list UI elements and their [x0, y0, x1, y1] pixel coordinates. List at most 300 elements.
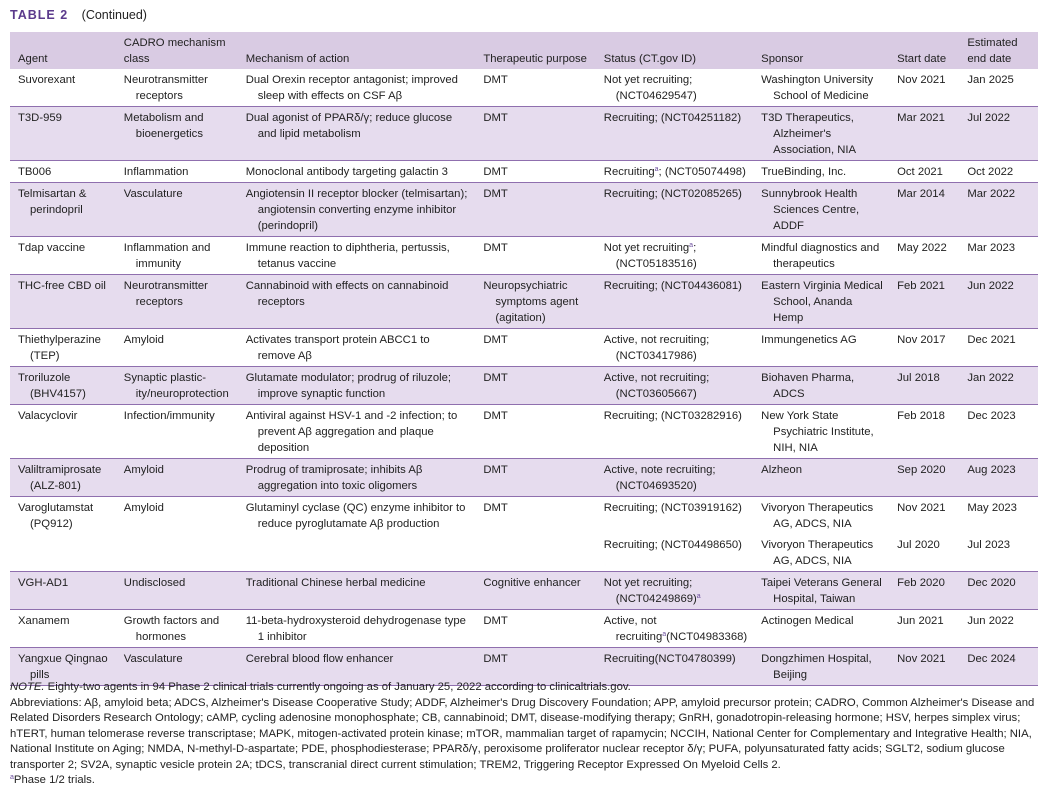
agent-cell-value: Yangxue Qingnao pills	[18, 653, 108, 681]
end-date-cell-value: Dec 2023	[967, 410, 1016, 422]
sponsor-cell-value: Vivoryon Therapeutics AG, ADCS, NIA	[761, 539, 874, 567]
sponsor-cell-text	[761, 651, 883, 683]
mechanism-cell	[238, 534, 476, 572]
footnote-marker: a	[689, 242, 694, 249]
start-date-cell-text	[897, 464, 945, 476]
sponsor-cell-value: Dongzhimen Hospital, Beijing	[761, 653, 872, 681]
end-date-cell-text	[967, 242, 1015, 254]
agent-cell	[10, 161, 116, 183]
purpose-cell	[475, 534, 595, 572]
cadro-class-cell-text	[124, 332, 232, 348]
status-cell-text	[604, 462, 747, 494]
end-date-cell-text	[967, 112, 1010, 124]
mechanism-cell-value: Immune reaction to diphtheria, pertussis, tetanus vaccine	[245, 242, 450, 270]
purpose-cell	[475, 405, 595, 459]
footnote-line	[10, 773, 1040, 789]
status-cell-text	[604, 240, 747, 272]
table-row	[10, 459, 1038, 497]
agent-cell	[10, 329, 116, 367]
end-date-cell-value: Mar 2022	[967, 188, 1016, 200]
end-date-cell-text	[967, 372, 1013, 384]
mechanism-cell	[238, 183, 476, 237]
purpose-cell-text	[483, 462, 589, 478]
status-trial-id: ; (NCT05183516)	[615, 242, 697, 270]
start-date-cell-value: Jul 2020	[897, 539, 940, 551]
sponsor-cell-value: Biohaven Pharma, ADCS	[761, 372, 855, 400]
purpose-cell-text	[483, 110, 589, 126]
mechanism-cell-text	[246, 500, 470, 532]
start-date-cell-value: Nov 2017	[897, 334, 946, 346]
sponsor-cell-value: Mindful diagnostics and therapeutics	[761, 242, 880, 270]
mechanism-cell-text	[246, 651, 470, 667]
start-date-cell-value: Nov 2021	[897, 502, 946, 514]
agent-cell-text	[18, 408, 110, 424]
mechanism-cell-text	[246, 240, 470, 272]
sponsor-cell-value: Alzheon	[761, 464, 802, 476]
agent-cell	[10, 459, 116, 497]
table-row	[10, 69, 1038, 107]
purpose-cell	[475, 497, 595, 535]
status-cell-value: Active, not recruiting; (NCT03605667)	[603, 372, 710, 400]
start-date-cell-text	[897, 280, 945, 292]
purpose-cell-text	[483, 186, 589, 202]
mechanism-cell-value: Activates transport protein ABCC1 to remove Aβ	[245, 334, 430, 362]
start-date-cell-text	[897, 539, 940, 551]
start-date-cell	[889, 367, 959, 405]
cadro-class-cell-value: Metabolism and bioenergetics	[123, 112, 204, 140]
status-cell-value: Active, not recruiting; (NCT03417986)	[603, 334, 710, 362]
mechanism-cell	[238, 329, 476, 367]
sponsor-cell	[753, 459, 889, 497]
end-date-cell-text	[967, 615, 1013, 627]
end-date-cell-text	[967, 502, 1017, 514]
footnote-text: Phase 1/2 trials.	[13, 774, 95, 786]
end-date-cell-value: Dec 2020	[967, 577, 1016, 589]
cadro-class-cell-text	[124, 575, 232, 591]
mechanism-cell	[238, 275, 476, 329]
start-date-cell	[889, 69, 959, 107]
cadro-class-cell-value: Infection/immunity	[123, 410, 215, 422]
purpose-cell-text	[483, 72, 589, 88]
mechanism-cell-value: Glutamate modulator; prodrug of riluzole; improve synaptic function	[245, 372, 452, 400]
status-cell-text	[604, 408, 747, 424]
end-date-cell-text	[967, 334, 1015, 346]
sponsor-cell-text	[761, 575, 883, 607]
status-cell-value: Active, note recruiting; (NCT04693520)	[603, 464, 716, 492]
status-cell-text	[604, 500, 747, 516]
status-cell-value: Recruiting; (NCT03919162)	[603, 502, 742, 514]
sponsor-cell	[753, 161, 889, 183]
cadro-class-cell-value: Amyloid	[123, 464, 164, 476]
mechanism-cell-text	[246, 110, 470, 142]
cadro-class-cell-value: Neurotransmitter receptors	[123, 74, 208, 102]
agent-cell	[10, 237, 116, 275]
mechanism-cell-value: Prodrug of tramiprosate; inhibits Aβ aggregation into toxic oligomers	[245, 464, 423, 492]
sponsor-cell-text	[761, 462, 883, 478]
purpose-cell	[475, 329, 595, 367]
status-cell	[596, 107, 753, 161]
cadro-class-cell-value: Amyloid	[123, 502, 164, 514]
agent-cell-text	[18, 575, 110, 591]
purpose-cell-value: DMT	[483, 502, 508, 514]
sponsor-cell	[753, 69, 889, 107]
purpose-cell	[475, 107, 595, 161]
status-cell-value: Recruiting; (NCT02085265)	[603, 188, 742, 200]
cadro-class-cell-text	[124, 408, 232, 424]
purpose-cell-text	[483, 240, 589, 256]
end-date-cell	[959, 161, 1038, 183]
start-date-cell-value: Feb 2021	[897, 280, 945, 292]
end-date-cell	[959, 69, 1038, 107]
note-label: NOTE.	[10, 681, 45, 693]
sponsor-cell	[753, 610, 889, 648]
mechanism-cell-text	[246, 613, 470, 645]
status-cell	[596, 610, 753, 648]
cadro-class-cell-value: Undisclosed	[123, 577, 186, 589]
agent-cell-value: Valiltramiprosate (ALZ-801)	[18, 464, 102, 492]
start-date-cell-text	[897, 242, 947, 254]
purpose-cell-value: DMT	[483, 334, 508, 346]
status-cell	[596, 497, 753, 535]
end-date-cell-value: Mar 2023	[967, 242, 1016, 254]
sponsor-cell-text	[761, 72, 883, 104]
purpose-cell-value: DMT	[483, 410, 508, 422]
mechanism-cell-text	[246, 186, 470, 234]
cadro-class-cell-text	[124, 370, 232, 402]
agent-cell	[10, 107, 116, 161]
sponsor-cell-value: Eastern Virginia Medical School, Ananda Hemp	[761, 280, 883, 324]
mechanism-cell-text	[246, 278, 470, 310]
cadro-class-cell	[116, 107, 238, 161]
purpose-cell	[475, 610, 595, 648]
mechanism-cell-value: Glutaminyl cyclase (QC) enzyme inhibitor to reduce pyroglutamate Aβ production	[245, 502, 466, 530]
agent-cell-value: T3D-959	[18, 112, 62, 124]
start-date-cell-text	[897, 502, 945, 514]
end-date-cell-value: Oct 2022	[967, 166, 1014, 178]
agent-cell-text	[18, 164, 110, 180]
sponsor-cell-value: Washington University School of Medicine	[761, 74, 874, 102]
cadro-class-cell-value: Synaptic plastic-ity/neuroprotection	[123, 372, 229, 400]
mechanism-cell	[238, 237, 476, 275]
start-date-cell	[889, 237, 959, 275]
mechanism-cell-value: Cannabinoid with effects on cannabinoid receptors	[245, 280, 449, 308]
purpose-cell	[475, 459, 595, 497]
start-date-cell-text	[897, 372, 940, 384]
column-header: Mechanism of action	[238, 32, 476, 69]
status-cell-text	[604, 278, 747, 294]
footnote-marker: a	[654, 166, 659, 173]
agent-cell-value: Varoglutamstat (PQ912)	[18, 502, 94, 530]
agent-cell-text	[18, 186, 110, 218]
purpose-cell-text	[483, 651, 589, 667]
start-date-cell-text	[897, 188, 945, 200]
end-date-cell-text	[967, 166, 1013, 178]
table-row	[10, 610, 1038, 648]
cadro-class-cell-value: Growth factors and hormones	[123, 615, 220, 643]
start-date-cell-text	[897, 74, 945, 86]
start-date-cell	[889, 183, 959, 237]
sponsor-cell-text	[761, 370, 883, 402]
sponsor-cell-text	[761, 240, 883, 272]
start-date-cell-text	[897, 615, 943, 627]
cadro-class-cell-value: Neurotransmitter receptors	[123, 280, 208, 308]
status-cell	[596, 367, 753, 405]
table-continued: (Continued)	[81, 8, 147, 22]
agent-cell-text	[18, 613, 110, 629]
table-caption	[10, 8, 147, 22]
start-date-cell-text	[897, 410, 945, 422]
agent-cell	[10, 69, 116, 107]
agent-cell-text	[18, 462, 110, 494]
end-date-cell-value: Jul 2022	[967, 112, 1011, 124]
cadro-class-cell-value: Vasculature	[123, 188, 183, 200]
start-date-cell-value: Jul 2018	[897, 372, 940, 384]
cadro-class-cell	[116, 367, 238, 405]
agent-cell-text	[18, 240, 110, 256]
footnote-marker: a	[662, 631, 667, 638]
purpose-cell	[475, 161, 595, 183]
sponsor-cell-text	[761, 164, 883, 180]
purpose-cell-value: DMT	[483, 464, 508, 476]
purpose-cell	[475, 237, 595, 275]
agent-cell	[10, 367, 116, 405]
agent-cell	[10, 610, 116, 648]
agent-cell-value: Suvorexant	[18, 74, 76, 86]
start-date-cell	[889, 161, 959, 183]
mechanism-cell-value: Angiotensin II receptor blocker (telmisartan); angiotensin converting enzyme inhibitor (perindopril)	[245, 188, 468, 232]
start-date-cell-value: Nov 2021	[897, 74, 946, 86]
end-date-cell-text	[967, 280, 1013, 292]
mechanism-cell-text	[246, 164, 470, 180]
end-date-cell-value: Jan 2025	[967, 74, 1014, 86]
status-cell-text	[604, 613, 747, 645]
sponsor-cell-value: T3D Therapeutics, Alzheimer's Association, NIA	[761, 112, 857, 156]
agent-cell-text	[18, 332, 110, 364]
purpose-cell-text	[483, 408, 589, 424]
table-label: TABLE 2	[10, 8, 69, 22]
mechanism-cell-value: Dual Orexin receptor antagonist; improved sleep with effects on CSF Aβ	[245, 74, 458, 102]
start-date-cell-value: Oct 2021	[897, 166, 943, 178]
cadro-class-cell	[116, 275, 238, 329]
table-row	[10, 497, 1038, 535]
sponsor-cell	[753, 572, 889, 610]
status-cell-text	[604, 651, 747, 667]
status-cell-value: Recruiting; (NCT04498650)	[603, 539, 742, 551]
table-row	[10, 237, 1038, 275]
mechanism-cell-value: Cerebral blood flow enhancer	[245, 653, 394, 665]
agent-cell-value: Troriluzole (BHV4157)	[18, 372, 86, 400]
end-date-cell-text	[967, 464, 1015, 476]
start-date-cell	[889, 497, 959, 535]
cadro-class-cell	[116, 405, 238, 459]
cadro-class-cell	[116, 534, 238, 572]
purpose-cell-value: DMT	[483, 112, 508, 124]
agent-cell-value: Telmisartan & perindopril	[18, 188, 87, 216]
table-row	[10, 367, 1038, 405]
note-line	[10, 680, 1040, 696]
agent-cell	[10, 183, 116, 237]
mechanism-cell-text	[246, 408, 470, 456]
start-date-cell-value: Feb 2020	[897, 577, 945, 589]
cadro-class-cell	[116, 237, 238, 275]
cadro-class-cell	[116, 610, 238, 648]
status-cell	[596, 275, 753, 329]
status-cell-text	[604, 164, 747, 180]
agent-cell-value: Xanamem	[18, 615, 70, 627]
end-date-cell	[959, 572, 1038, 610]
purpose-cell	[475, 275, 595, 329]
cadro-class-cell	[116, 183, 238, 237]
mechanism-cell	[238, 405, 476, 459]
status-trial-id: (NCT04983368)	[666, 631, 748, 643]
agent-cell-value: TB006	[18, 166, 52, 178]
start-date-cell-text	[897, 653, 945, 665]
end-date-cell-value: Jul 2023	[967, 539, 1011, 551]
cadro-class-cell-text	[124, 240, 232, 272]
end-date-cell-value: Aug 2023	[967, 464, 1016, 476]
start-date-cell-value: Feb 2018	[897, 410, 945, 422]
start-date-cell	[889, 534, 959, 572]
status-cell-text	[604, 332, 747, 364]
cadro-class-cell-value: Inflammation and immunity	[123, 242, 211, 270]
agent-cell-text	[18, 500, 110, 532]
sponsor-cell	[753, 329, 889, 367]
end-date-cell-text	[967, 577, 1015, 589]
status-cell-text	[604, 110, 747, 126]
agent-cell-text	[18, 651, 110, 683]
sponsor-cell	[753, 367, 889, 405]
mechanism-cell-value: Antiviral against HSV-1 and -2 infection; to prevent Aβ aggregation and plaque deposition	[245, 410, 458, 454]
purpose-cell	[475, 572, 595, 610]
start-date-cell	[889, 107, 959, 161]
start-date-cell-text	[897, 166, 943, 178]
agent-cell-text	[18, 72, 110, 88]
status-cell-text	[604, 186, 747, 202]
start-date-cell-value: Jun 2021	[897, 615, 944, 627]
cadro-class-cell	[116, 69, 238, 107]
sponsor-cell-value: New York State Psychiatric Institute, NIH, NIA	[761, 410, 874, 454]
mechanism-cell-text	[246, 462, 470, 494]
table-row	[10, 107, 1038, 161]
purpose-cell-text	[483, 332, 589, 348]
header-row	[10, 32, 1038, 69]
mechanism-cell-value: Traditional Chinese herbal medicine	[245, 577, 426, 589]
end-date-cell	[959, 459, 1038, 497]
mechanism-cell	[238, 610, 476, 648]
end-date-cell-value: Dec 2021	[967, 334, 1016, 346]
purpose-cell-value: DMT	[483, 615, 508, 627]
agent-cell	[10, 405, 116, 459]
cadro-class-cell	[116, 329, 238, 367]
end-date-cell-text	[967, 188, 1015, 200]
agent-cell-value: Valacyclovir	[18, 410, 78, 422]
mechanism-cell	[238, 497, 476, 535]
mechanism-cell-value: 11-beta-hydroxysteroid dehydrogenase type 1 inhibitor	[245, 615, 466, 643]
cadro-class-cell	[116, 572, 238, 610]
end-date-cell-value: May 2023	[967, 502, 1017, 514]
start-date-cell-text	[897, 577, 945, 589]
sponsor-cell-text	[761, 278, 883, 326]
sponsor-cell-value: Sunnybrook Health Sciences Centre, ADDF	[761, 188, 860, 232]
cadro-class-cell	[116, 497, 238, 535]
cadro-class-cell-text	[124, 110, 232, 142]
sponsor-cell-text	[761, 613, 883, 629]
cadro-class-cell-text	[124, 72, 232, 104]
mechanism-cell	[238, 367, 476, 405]
start-date-cell-text	[897, 334, 945, 346]
purpose-cell-text	[483, 278, 589, 326]
column-header: Sponsor	[753, 32, 889, 69]
purpose-cell-value: DMT	[483, 242, 508, 254]
column-header: CADRO mechanism class	[116, 32, 238, 69]
sponsor-cell-text	[761, 537, 883, 569]
status-cell	[596, 329, 753, 367]
agent-cell	[10, 534, 116, 572]
table-row	[10, 572, 1038, 610]
purpose-cell-text	[483, 575, 589, 591]
start-date-cell-value: Mar 2021	[897, 112, 945, 124]
mechanism-cell-text	[246, 72, 470, 104]
purpose-cell	[475, 69, 595, 107]
purpose-cell-text	[483, 613, 589, 629]
cadro-class-cell-text	[124, 462, 232, 478]
status-cell-value: Not yet recruiting; (NCT04249869)	[603, 577, 697, 605]
sponsor-cell-text	[761, 110, 883, 158]
cadro-class-cell-text	[124, 651, 232, 667]
footnote-mark: a	[10, 774, 14, 781]
status-cell-value: Recruiting; (NCT04436081)	[603, 280, 742, 292]
status-cell-value: Recruiting(NCT04780399)	[603, 653, 736, 665]
purpose-cell-text	[483, 500, 589, 516]
purpose-cell-value: DMT	[483, 188, 508, 200]
end-date-cell	[959, 497, 1038, 535]
purpose-cell-value: Neuropsychiatric symptoms agent (agitation)	[483, 280, 579, 324]
column-header: Start date	[889, 32, 959, 69]
table-row	[10, 275, 1038, 329]
cadro-class-cell-text	[124, 278, 232, 310]
purpose-cell	[475, 367, 595, 405]
table-row	[10, 329, 1038, 367]
start-date-cell	[889, 275, 959, 329]
sponsor-cell-value: TrueBinding, Inc.	[761, 166, 847, 178]
cadro-class-cell-value: Amyloid	[123, 334, 164, 346]
agent-cell-text	[18, 110, 110, 126]
cadro-class-cell-text	[124, 186, 232, 202]
sponsor-cell	[753, 497, 889, 535]
end-date-cell	[959, 534, 1038, 572]
agent-cell-value: THC-free CBD oil	[18, 280, 106, 292]
table-row	[10, 183, 1038, 237]
end-date-cell	[959, 329, 1038, 367]
start-date-cell	[889, 572, 959, 610]
end-date-cell-value: Jan 2022	[967, 372, 1014, 384]
start-date-cell	[889, 459, 959, 497]
agent-cell-text	[18, 370, 110, 402]
sponsor-cell	[753, 237, 889, 275]
status-cell-value: Recruiting; (NCT03282916)	[603, 410, 742, 422]
agent-cell-value: Tdap vaccine	[18, 242, 86, 254]
sponsor-cell	[753, 107, 889, 161]
end-date-cell	[959, 237, 1038, 275]
mechanism-cell	[238, 459, 476, 497]
footnote-marker: a	[696, 593, 701, 600]
abbreviations-text: Abbreviations: Aβ, amyloid beta; ADCS, Alzheimer's Disease Cooperative Study; ADDF, Alzheimer's Drug Discovery Foundation; APP, amyloid precursor protein; CADRO, Common Alzheimer's Disease and Related Disorders Research Ontology; cAMP, cycling adenosine monophosphate; CB, cannabinoid; DMT, disease-modifying therapy; GnRH, gonadotropin-releasing hormone; HSV, herpes simplex virus; hTERT, human telomerase reverse transcriptase; MAPK, mitogen-activated protein kinase; mTOR, mammalian target of rapamycin; NCCIH, National Center for Complementary and Integrative Health; NIA, National Institute on Aging; NMDA, N-methyl-D-aspartate; PDE, phosphodiesterase; PPARδ/γ, peroxisome proliferator nuclear receptor δ/γ; PUFA, polyunsaturated fatty acids; SGLT2, sodium glucose transporter 2; SV2A, synaptic vesicle protein 2A; tDCS, transcranial direct current stimulation; TREM2, Triggering Receptor Expressed On Myeloid Cells 2.	[10, 696, 1035, 771]
sponsor-cell-value: Immungenetics AG	[761, 334, 857, 346]
cadro-class-cell-text	[124, 500, 232, 516]
agent-cell-value: VGH-AD1	[18, 577, 69, 589]
end-date-cell-text	[967, 74, 1013, 86]
end-date-cell-text	[967, 410, 1015, 422]
